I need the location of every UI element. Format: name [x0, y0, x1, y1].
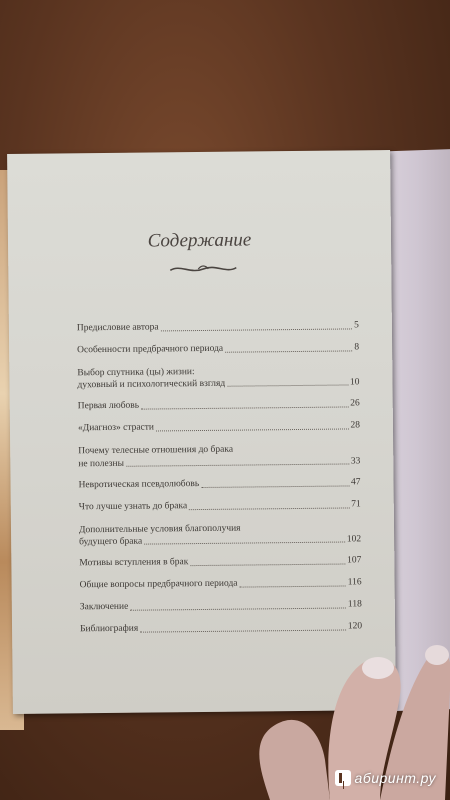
toc-entry: Предисловие автора 5 [76, 320, 359, 334]
watermark [335, 770, 436, 786]
toc-entry: Первая любовь 26 [77, 398, 360, 412]
toc-entry: Общие вопросы предбрачного периода 116 [79, 577, 362, 591]
toc-entry: Почему телесные отношения до брака не полезны 33 [78, 444, 361, 469]
page-title: Содержание [147, 229, 252, 252]
labirint-logo-icon [335, 770, 351, 786]
toc-entry: Дополнительные условия благополучия будущего брака 102 [78, 523, 362, 548]
toc-entry: Что лучше узнать до брака 71 [78, 499, 361, 513]
table-of-contents [77, 320, 362, 646]
toc-entry: «Диагноз» страсти 28 [77, 420, 360, 434]
toc-entry: Невротическая псевдолюбовь 47 [78, 477, 361, 491]
watermark-text: абиринт.ру [354, 770, 436, 786]
toc-entry: Библиография 120 [80, 621, 363, 635]
toc-entry: Выбор спутника (цы) жизни: духовный и психологический взгляд 10 [77, 366, 360, 391]
toc-entry: Мотивы вступления в брак 107 [79, 555, 362, 569]
toc-entry: Заключение 118 [79, 599, 362, 613]
toc-entry: Особенности предбрачного периода 8 [77, 342, 360, 356]
ornament-icon [168, 262, 238, 277]
